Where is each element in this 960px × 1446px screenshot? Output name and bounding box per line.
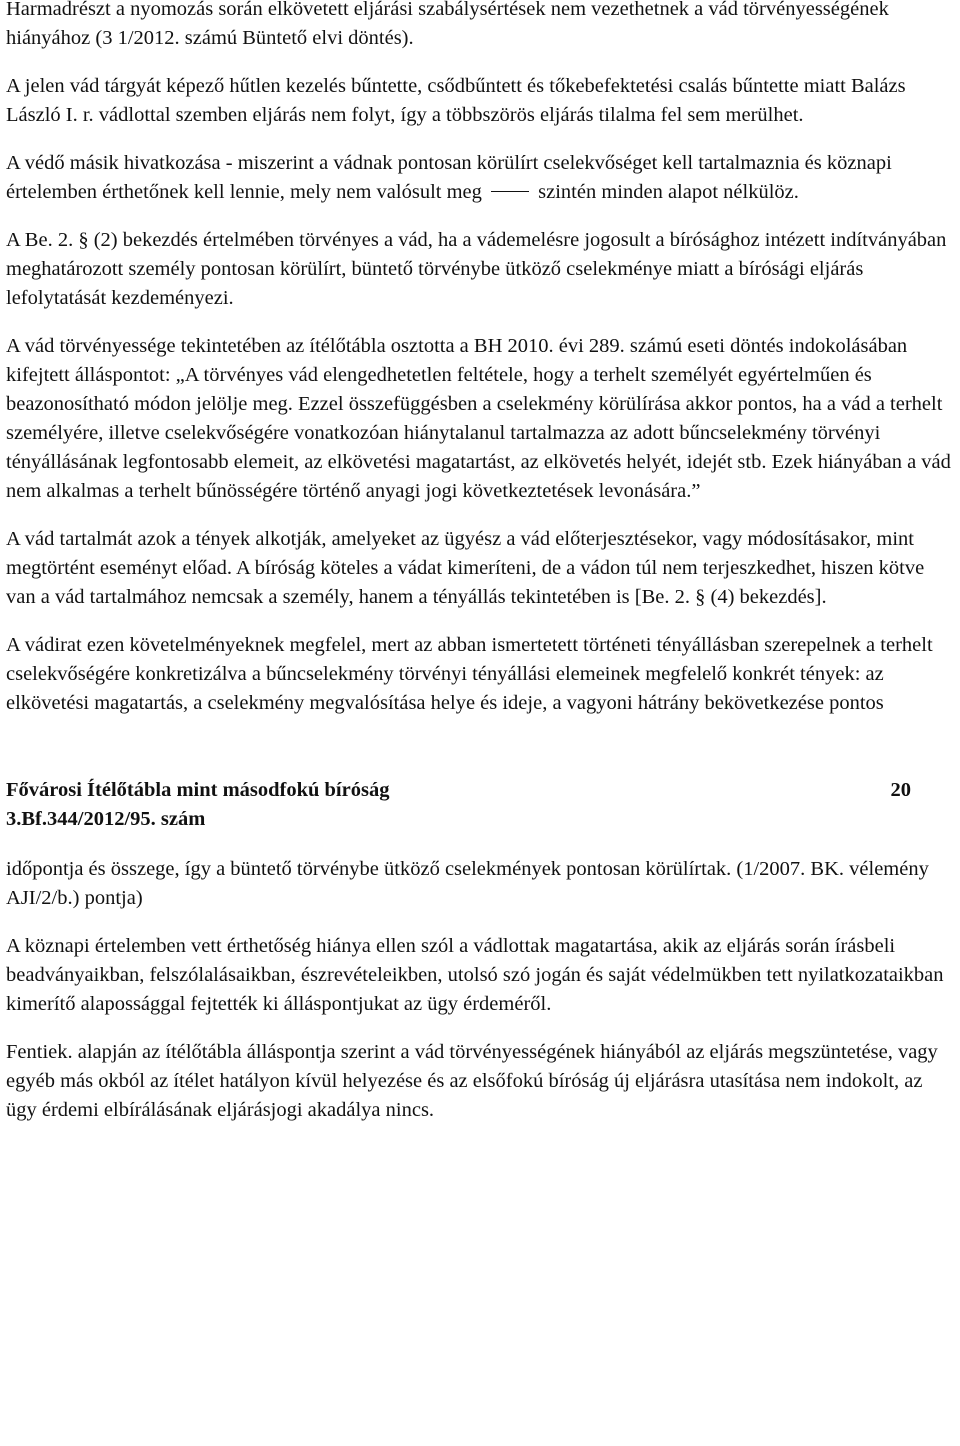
court-name: Fővárosi Ítélőtábla mint másodfokú bíróság [6,779,390,801]
paragraph-defense-argument [6,149,954,207]
paragraph-procedural-violations: Harmadrészt a nyomozás során elkövetett eljárási szabálysértések nem vezethetnek a vád törvényességének hiányához (3 1/2012. számú Büntető elvi döntés). [6,0,889,49]
paragraph-be-section [6,226,954,313]
paragraph-indictment-content: A vád tartalmát azok a tények alkotják, amelyeket az ügyész a vád előterjesztésekor, vagy módosításakor, mint megtörtént eseményt előad. A bíróság köteles a vádat kimeríteni, de a vádon túl nem terjeszkedhet, hiszen kötve van a vád tartalmához nemcsak a személy, hanem a tényállás tekintetében is [Be. 2. § (4) bekezdés]. [6,528,925,608]
defense-text-part1: A védő másik hivatkozása - miszerint a vádnak pontosan körülírt cselekvőséget kell tartalmaznia és köznapi értelemben érthetőnek kell lennie, mely nem valósult meg [6,152,892,203]
paragraph-indictment-requirements: A vádirat ezen követelményeknek megfelel, mert az abban ismertetett történeti tényállásban szerepelnek a terhelt cselekvőségére konkretizálva a bűncselekmény törvényi tényállási elemeinek megfelelő konkrét tények: az elkövetési magatartás, a cselekmény megvalósítása helye és ideje, a vagyoni hátrány bekövetkezése pontos [6,634,933,714]
paragraph-time-and-amount: időpontja és összege, így a büntető törvénybe ütköző cselekmények pontosan körülírtak. (1/2007. BK. vélemény AJI/2/b.) pontja) [6,858,929,909]
be-prefix: A Be. 2. [6,229,74,251]
paragraph-conclusion: Fentiek. alapján az ítélőtábla álláspontja szerint a vád törvényességének hiányából az eljárás megszüntetése, vagy egyéb más okból az ítélet hatályon kívül helyezése és az elsőfokú bíróság új eljárásra utasítása nem indokolt, az ügy érdemi elbírálásának eljárásjogi akadálya nincs. [6,1041,938,1121]
em-dash-line [491,191,529,192]
paragraph-bh-decision: A vád törvényessége tekintetében az ítélőtábla osztotta a BH 2010. évi 289. számú eseti döntés indokolásában kifejtett álláspontot: „A törvényes vád elengedhetetlen feltétele, hogy a terhelt személyét egyértelműen és beazonosítható módon jelölje meg. Ezzel összefüggésben a cselekmény körülírása akkor pontos, ha a vád a terhelt személyére, illetve cselekvőségére vonatkozóan hiánytalanul tartalmazza az adott bűncselekmény törvényi tényállásának legfontosabb elemeit, az elkövetési magatartást, az elkövetés helyét, idejét stb. Ezek hiányában a vád nem alkalmas a terhelt bűnösségére történő anyagi jogi következtetések levonására.” [6,335,951,502]
spacer [6,737,954,776]
case-number: 3.Bf.344/2012/95. szám [6,808,206,830]
paragraph-comprehensibility: A köznapi értelemben vett érthetőség hiánya ellen szól a vádlottak magatartása, akik az eljárás során írásbeli beadványaikban, felszólalásaikban, észrevételeikben, utolsó szó jogán és saját védelmükben tett nyilatkozataikban kimerítő alapossággal fejtették ki álláspontjukat az ügy érdeméről. [6,935,944,1015]
paragraph-multiple-proceedings: A jelen vád tárgyát képező hűtlen kezelés bűntette, csődbűntett és tőkebefektetési csalás bűntette miatt Balázs László I. r. vádlottal szemben eljárás nem folyt, így a többszörös eljárás tilalma fel sem merülhet. [6,75,906,126]
document-page [6,0,954,1144]
page-number: 20 [890,779,911,801]
page-header [6,776,954,834]
be-text: (2) bekezdés értelmében törvényes a vád, ha a vádemelésre jogosult a bírósághoz intézett indítványában meghatározott személy pontosan körülírt, büntető törvénybe ütköző cselekménye miatt a bírósági eljárás lefolytatását kezdeményezi. [6,229,947,309]
section-sign: § [78,229,89,251]
defense-text-part2: szintén minden alapot nélkülöz. [538,181,799,203]
page-header-row [6,776,911,805]
